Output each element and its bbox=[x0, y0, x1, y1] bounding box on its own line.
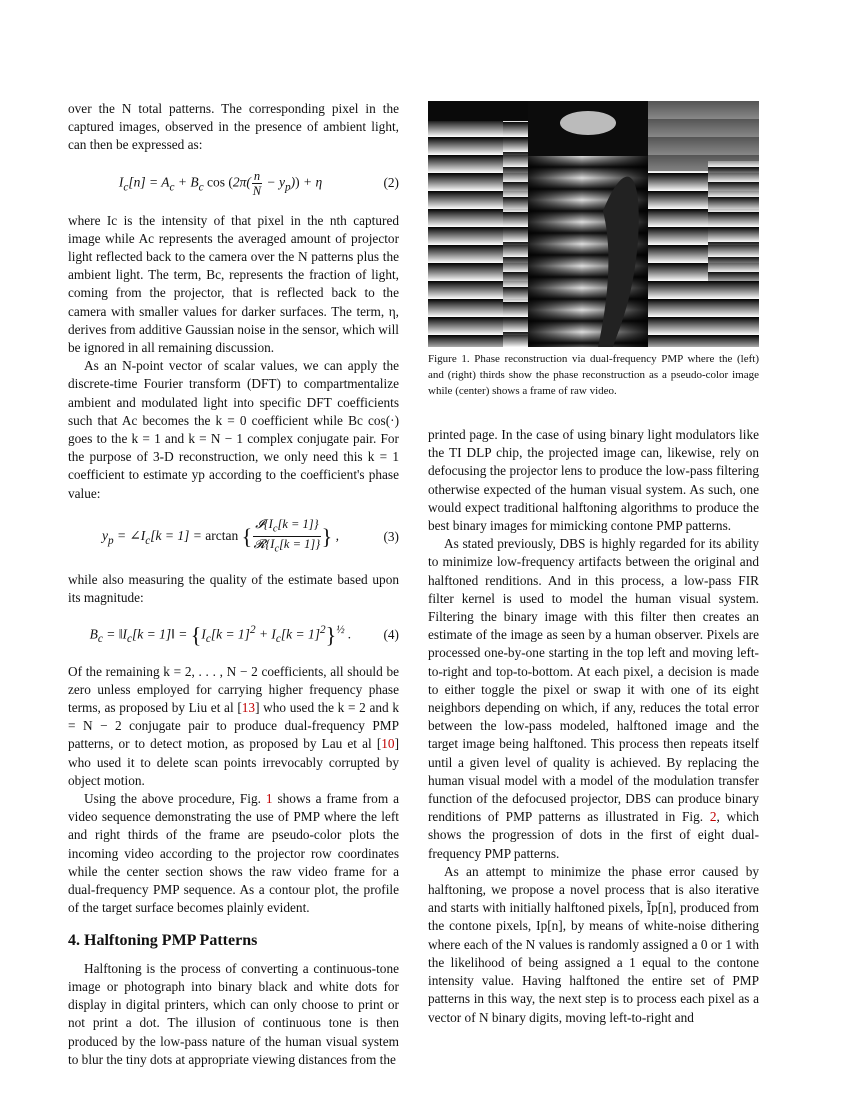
paragraph: where Ic is the intensity of that pixel in the nth captured image while Ac represents the averaged amount of projector light reflected back to the camera over the N patterns plus the ambient light. The term, Bc, represents the fraction of light, coming from the projector, that is reflected back to the camera with smaller values for darker surfaces. The term, η, derives from additive Gaussian noise in the sensor, which will be ignored in all remaining discussion. bbox=[68, 212, 399, 356]
paragraph: over the N total patterns. The corresponding pixel in the captured images, observed in the presence of ambient light, can then be expressed as: bbox=[68, 101, 399, 153]
figure-caption: Figure 1. Phase reconstruction via dual-frequency PMP where the (left) and (right) thirds show the phase reconstruction as a pseudo-color image while (center) shows a frame of raw video. bbox=[428, 353, 759, 397]
equation-4 bbox=[68, 621, 399, 648]
figure-image bbox=[428, 101, 759, 347]
figure-link[interactable]: 1 bbox=[265, 791, 273, 807]
paragraph: As an attempt to minimize the phase error caused by halftoning, we propose a novel process that is also iterative and starts with initially halftoned pixels, Ĩp[n], produced from the contone pixels, Ip[n], by means of white-noise dithering where each of the N values is randomly assigned a 0 or 1 with the likelihood of being assigned a 1 equal to the contone intensity value. Having halftoned the entire set of PMP patterns in this way, the next step is to process each pixel as a vector of N binary digits, moving left-to-right and bbox=[428, 863, 759, 1025]
paragraph: while also measuring the quality of the estimate based upon its magnitude: bbox=[68, 571, 399, 606]
figure-link[interactable]: 2 bbox=[709, 809, 717, 825]
left-column bbox=[68, 100, 399, 1069]
paragraph: Halftoning is the process of converting a continuous-tone image or photograph into binary black and white dots for display in digital printers, which can only choose to print or not print a dot. The illusion of continuous tone is then produced by the low-pass nature of the human visual system to blur the tiny dots at appropriate viewing distances from the bbox=[68, 960, 399, 1067]
section-heading: 4. Halftoning PMP Patterns bbox=[68, 931, 258, 949]
citation-link[interactable]: 13 bbox=[241, 700, 256, 716]
phase-reconstruction-image bbox=[428, 101, 759, 347]
paragraph: Of the remaining k = 2, . . . , N − 2 coefficients, all should be zero unless employed for carrying higher frequency phase terms, as proposed by Liu et al [13] who used the k = 2 and k = N − 2 conjugate pair to produce dual-frequency PMP patterns, or to detect motion, as proposed by Lau et al [10] who used it to delete scan points irrevocably corrupted by object motion. bbox=[68, 663, 400, 788]
equation-number: (2) bbox=[383, 175, 399, 190]
paragraph: printed page. In the case of using binary light modulators like the TI DLP chip, the projected image can, likewise, rely on defocusing the projector lens to produce the low-pass filtering otherwise expected of the human visual system. As such, one would expect traditional halftoning algorithms to produce the best binary images for mimicking contone PMP patterns. bbox=[428, 427, 759, 534]
equation-number: (4) bbox=[383, 626, 399, 642]
equation-body: $B_c$ = $‖I_c[k$ = 1]‖ = $\{I_c[k = 1]^2 + I_c[k = 1]^2\}^{\frac{1}{2}}$ . bbox=[89, 622, 352, 648]
equation-3 bbox=[68, 517, 399, 557]
equation-number: (3) bbox=[383, 528, 399, 544]
paragraph: Using the above procedure, Fig. 1 shows a frame from a video sequence demonstrating the use of PMP where the left and right thirds of the frame are pseudo-color plots the incoming video according to the projector row coordinates while the center section shows the raw video frame for a dual-frequency PMP sequence. As a contour plot, the profile of the target surface becomes plainly evident. bbox=[68, 791, 399, 916]
paragraph: As stated previously, DBS is highly regarded for its ability to minimize low-frequency artifacts between the original and halftoned renditions. And in this process, a low-pass FIR filter kernel is used to model the human visual system. Filtering the binary image with this filter then creates an estimate of the image as seen by a human observer. Pixels are processed one-by-one starting in the top left and moving left-to-right and top-to-bottom. At each pixel, a decision is made to either toggle the pixel or swap it with one of its eight neighbors depending on which, if any, reduces the total error between the low-pass modeled, halftoned image and the target image being halftoned. This process then repeats itself until a given level of quality is achieved. By replacing the human visual model with a model of the modulation transfer function of the defocused projector, DBS can produce binary renditions of PMP patterns as illustrated in Fig. 2, which shows the progression of dots in the first of eight dual-frequency PMP patterns. bbox=[428, 536, 759, 861]
equation-body: $y_p$ = $\angle I_c[k = 1] = \arctan$ { $\frac{𝓘\{I_c[k = 1]\}}{𝓡\{I_c[k = 1]\}}$ } , bbox=[102, 516, 339, 555]
equation-2 bbox=[68, 169, 399, 198]
paragraph: As an N-point vector of scalar values, we can apply the discrete-time Fourier transform (DFT) to compartmentalize ambient and modulated light into specific DFT coefficients such that Ac becomes the k = 0 coefficient while Bc cos(·) goes to the k = 1 and k = N − 1 complex conjugate pair. For the purpose of 3-D reconstruction, we only need this k = 1 coefficient to estimate yp according to the coefficient's phase value: bbox=[68, 358, 399, 501]
right-column bbox=[428, 426, 759, 1027]
citation-link[interactable]: 10 bbox=[381, 736, 395, 752]
equation-body: $I_c[n] = A_c + B_c$ cos (2π( $\frac{n}{N}$ − $y_p)) + \eta$ bbox=[118, 168, 323, 198]
